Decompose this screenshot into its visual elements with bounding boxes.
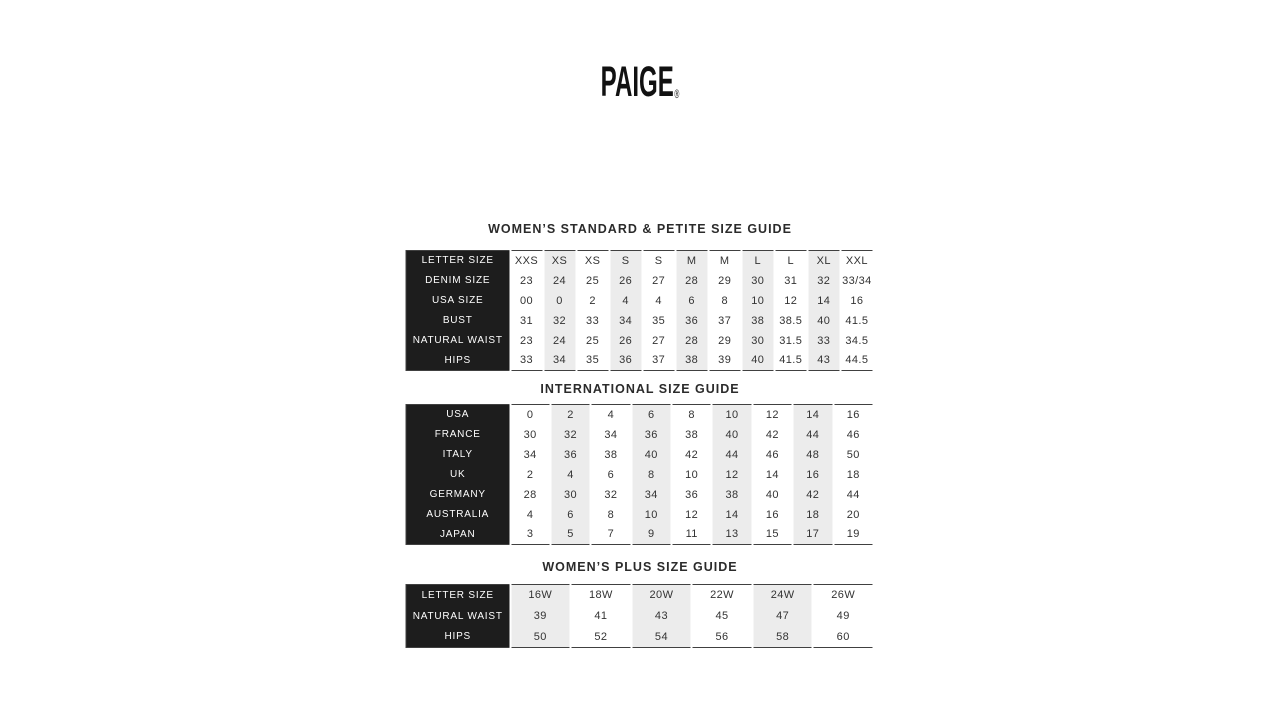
size-value-cell: 29 [708, 271, 741, 291]
size-value-cell: 0 [543, 291, 576, 311]
size-value-cell: 16 [752, 505, 792, 525]
size-value-cell: 20 [833, 505, 874, 525]
size-value-cell: 30 [741, 331, 774, 351]
size-value-cell: 58 [752, 627, 813, 648]
size-value-cell: 19 [833, 525, 874, 545]
size-value-cell: 2 [550, 405, 590, 425]
size-value-cell: 17 [793, 525, 833, 545]
size-value-cell: 4 [510, 505, 550, 525]
size-value-cell: 4 [642, 291, 675, 311]
size-value-cell: 41 [571, 606, 632, 627]
size-value-cell: 24W [752, 585, 813, 606]
size-value-cell: 47 [752, 606, 813, 627]
table-row [406, 585, 874, 606]
size-value-cell: 35 [576, 351, 609, 371]
size-value-cell: 39 [708, 351, 741, 371]
size-value-cell: 6 [631, 405, 671, 425]
size-value-cell: 37 [708, 311, 741, 331]
registered-trademark-icon: ® [674, 87, 680, 101]
size-value-cell: 33 [807, 331, 840, 351]
table-row [406, 311, 874, 331]
size-value-cell: 24 [543, 271, 576, 291]
size-value-cell: 50 [510, 627, 571, 648]
size-value-cell: 60 [813, 627, 874, 648]
size-value-cell: 7 [591, 525, 631, 545]
size-value-cell: 10 [741, 291, 774, 311]
standard-petite-size-table [406, 250, 875, 371]
size-value-cell: 38 [712, 485, 752, 505]
size-value-cell: 5 [550, 525, 590, 545]
size-value-cell: 00 [510, 291, 543, 311]
size-value-cell: 14 [793, 405, 833, 425]
size-value-cell: 8 [672, 405, 712, 425]
size-value-cell: 31.5 [774, 331, 807, 351]
size-value-cell: 4 [550, 465, 590, 485]
table-row [406, 505, 874, 525]
size-value-cell: 0 [510, 405, 550, 425]
size-value-cell: 16 [833, 405, 874, 425]
size-value-cell: 32 [543, 311, 576, 331]
table-row [406, 251, 874, 271]
table-row [406, 525, 874, 545]
size-value-cell: 52 [571, 627, 632, 648]
size-value-cell: 54 [631, 627, 692, 648]
size-value-cell: 2 [510, 465, 550, 485]
row-label: HIPS [406, 351, 510, 371]
size-value-cell: 16W [510, 585, 571, 606]
size-value-cell: 44 [833, 485, 874, 505]
brand-header [0, 58, 1280, 112]
size-value-cell: 34 [543, 351, 576, 371]
table-row [406, 291, 874, 311]
size-value-cell: 13 [712, 525, 752, 545]
size-value-cell: 34 [591, 425, 631, 445]
size-value-cell: S [609, 251, 642, 271]
table-row [406, 627, 874, 648]
size-value-cell: 36 [550, 445, 590, 465]
size-value-cell: 44.5 [840, 351, 873, 371]
table-row [406, 405, 874, 425]
size-value-cell: 37 [642, 351, 675, 371]
standard-petite-section [406, 222, 875, 371]
size-value-cell: 49 [813, 606, 874, 627]
size-value-cell: 3 [510, 525, 550, 545]
size-value-cell: 23 [510, 271, 543, 291]
plus-size-section [406, 560, 875, 648]
size-value-cell: 24 [543, 331, 576, 351]
size-value-cell: 8 [631, 465, 671, 485]
size-value-cell: 10 [631, 505, 671, 525]
size-value-cell: 6 [675, 291, 708, 311]
size-value-cell: 4 [609, 291, 642, 311]
size-value-cell: 36 [672, 485, 712, 505]
size-value-cell: 27 [642, 271, 675, 291]
size-value-cell: 48 [793, 445, 833, 465]
size-value-cell: 28 [675, 331, 708, 351]
row-label: NATURAL WAIST [406, 331, 510, 351]
size-value-cell: 36 [631, 425, 671, 445]
international-size-table [406, 404, 875, 545]
plus-size-table [406, 584, 875, 648]
size-value-cell: 14 [712, 505, 752, 525]
size-value-cell: 42 [672, 445, 712, 465]
size-value-cell: 46 [833, 425, 874, 445]
size-value-cell: L [774, 251, 807, 271]
size-value-cell: 32 [591, 485, 631, 505]
row-label: JAPAN [406, 525, 510, 545]
size-value-cell: 26 [609, 331, 642, 351]
size-value-cell: 18 [793, 505, 833, 525]
table-row [406, 465, 874, 485]
size-value-cell: 46 [752, 445, 792, 465]
size-value-cell: M [708, 251, 741, 271]
size-value-cell: 20W [631, 585, 692, 606]
size-value-cell: 8 [591, 505, 631, 525]
size-value-cell: 30 [741, 271, 774, 291]
size-value-cell: 12 [712, 465, 752, 485]
size-value-cell: 36 [675, 311, 708, 331]
size-value-cell: XL [807, 251, 840, 271]
row-label: NATURAL WAIST [406, 606, 510, 627]
table-row [406, 445, 874, 465]
size-value-cell: S [642, 251, 675, 271]
size-value-cell: 40 [752, 485, 792, 505]
size-value-cell: 38 [591, 445, 631, 465]
size-value-cell: 26W [813, 585, 874, 606]
size-value-cell: 34 [510, 445, 550, 465]
size-value-cell: 36 [609, 351, 642, 371]
size-value-cell: 14 [752, 465, 792, 485]
size-value-cell: 29 [708, 331, 741, 351]
size-value-cell: XXL [840, 251, 873, 271]
size-value-cell: 12 [672, 505, 712, 525]
row-label: LETTER SIZE [406, 585, 510, 606]
row-label: UK [406, 465, 510, 485]
size-value-cell: 30 [510, 425, 550, 445]
size-value-cell: 44 [793, 425, 833, 445]
size-value-cell: 31 [774, 271, 807, 291]
size-value-cell: 43 [631, 606, 692, 627]
size-value-cell: 10 [712, 405, 752, 425]
row-label: USA [406, 405, 510, 425]
size-value-cell: 6 [591, 465, 631, 485]
size-value-cell: 34 [609, 311, 642, 331]
size-value-cell: 40 [807, 311, 840, 331]
size-value-cell: 40 [631, 445, 671, 465]
table-row [406, 271, 874, 291]
size-value-cell: 41.5 [840, 311, 873, 331]
size-value-cell: 28 [675, 271, 708, 291]
size-value-cell: 40 [712, 425, 752, 445]
size-value-cell: 23 [510, 331, 543, 351]
size-value-cell: 6 [550, 505, 590, 525]
international-section [406, 382, 875, 545]
size-value-cell: 56 [692, 627, 753, 648]
size-value-cell: 26 [609, 271, 642, 291]
size-value-cell: 44 [712, 445, 752, 465]
size-value-cell: 41.5 [774, 351, 807, 371]
size-value-cell: 4 [591, 405, 631, 425]
paige-logo [600, 58, 680, 112]
table-row [406, 331, 874, 351]
size-value-cell: 18 [833, 465, 874, 485]
row-label: GERMANY [406, 485, 510, 505]
row-label: BUST [406, 311, 510, 331]
size-value-cell: 9 [631, 525, 671, 545]
row-label: LETTER SIZE [406, 251, 510, 271]
size-value-cell: 25 [576, 271, 609, 291]
size-value-cell: 38 [741, 311, 774, 331]
size-value-cell: 16 [793, 465, 833, 485]
size-value-cell: XS [543, 251, 576, 271]
size-value-cell: 45 [692, 606, 753, 627]
size-value-cell: 27 [642, 331, 675, 351]
size-value-cell: 28 [510, 485, 550, 505]
size-value-cell: M [675, 251, 708, 271]
size-value-cell: 12 [752, 405, 792, 425]
size-value-cell: 30 [550, 485, 590, 505]
size-value-cell: 34.5 [840, 331, 873, 351]
size-value-cell: 12 [774, 291, 807, 311]
size-value-cell: 22W [692, 585, 753, 606]
table-row [406, 606, 874, 627]
size-value-cell: 32 [550, 425, 590, 445]
row-label: FRANCE [406, 425, 510, 445]
size-value-cell: 18W [571, 585, 632, 606]
size-value-cell: 8 [708, 291, 741, 311]
size-value-cell: 33 [510, 351, 543, 371]
row-label: ITALY [406, 445, 510, 465]
size-value-cell: 25 [576, 331, 609, 351]
size-value-cell: 14 [807, 291, 840, 311]
size-value-cell: 11 [672, 525, 712, 545]
size-value-cell: XXS [510, 251, 543, 271]
size-value-cell: 16 [840, 291, 873, 311]
table-row [406, 485, 874, 505]
paige-logo-text: PAIGE [600, 58, 675, 106]
size-value-cell: 35 [642, 311, 675, 331]
size-value-cell: 32 [807, 271, 840, 291]
size-value-cell: 34 [631, 485, 671, 505]
size-value-cell: 33/34 [840, 271, 873, 291]
size-value-cell: L [741, 251, 774, 271]
standard-petite-title: WOMEN’S STANDARD & PETITE SIZE GUIDE [488, 222, 792, 236]
size-value-cell: 31 [510, 311, 543, 331]
size-value-cell: 50 [833, 445, 874, 465]
size-value-cell: 33 [576, 311, 609, 331]
size-value-cell: 38 [675, 351, 708, 371]
size-value-cell: 40 [741, 351, 774, 371]
size-value-cell: 42 [752, 425, 792, 445]
size-value-cell: 2 [576, 291, 609, 311]
plus-size-title: WOMEN’S PLUS SIZE GUIDE [542, 560, 738, 574]
size-guide-content [406, 222, 875, 648]
size-value-cell: XS [576, 251, 609, 271]
size-value-cell: 10 [672, 465, 712, 485]
row-label: AUSTRALIA [406, 505, 510, 525]
table-row [406, 351, 874, 371]
size-value-cell: 43 [807, 351, 840, 371]
table-row [406, 425, 874, 445]
row-label: HIPS [406, 627, 510, 648]
size-value-cell: 38 [672, 425, 712, 445]
size-value-cell: 15 [752, 525, 792, 545]
size-value-cell: 39 [510, 606, 571, 627]
size-value-cell: 38.5 [774, 311, 807, 331]
row-label: DENIM SIZE [406, 271, 510, 291]
international-title: INTERNATIONAL SIZE GUIDE [540, 382, 740, 396]
row-label: USA SIZE [406, 291, 510, 311]
size-value-cell: 42 [793, 485, 833, 505]
